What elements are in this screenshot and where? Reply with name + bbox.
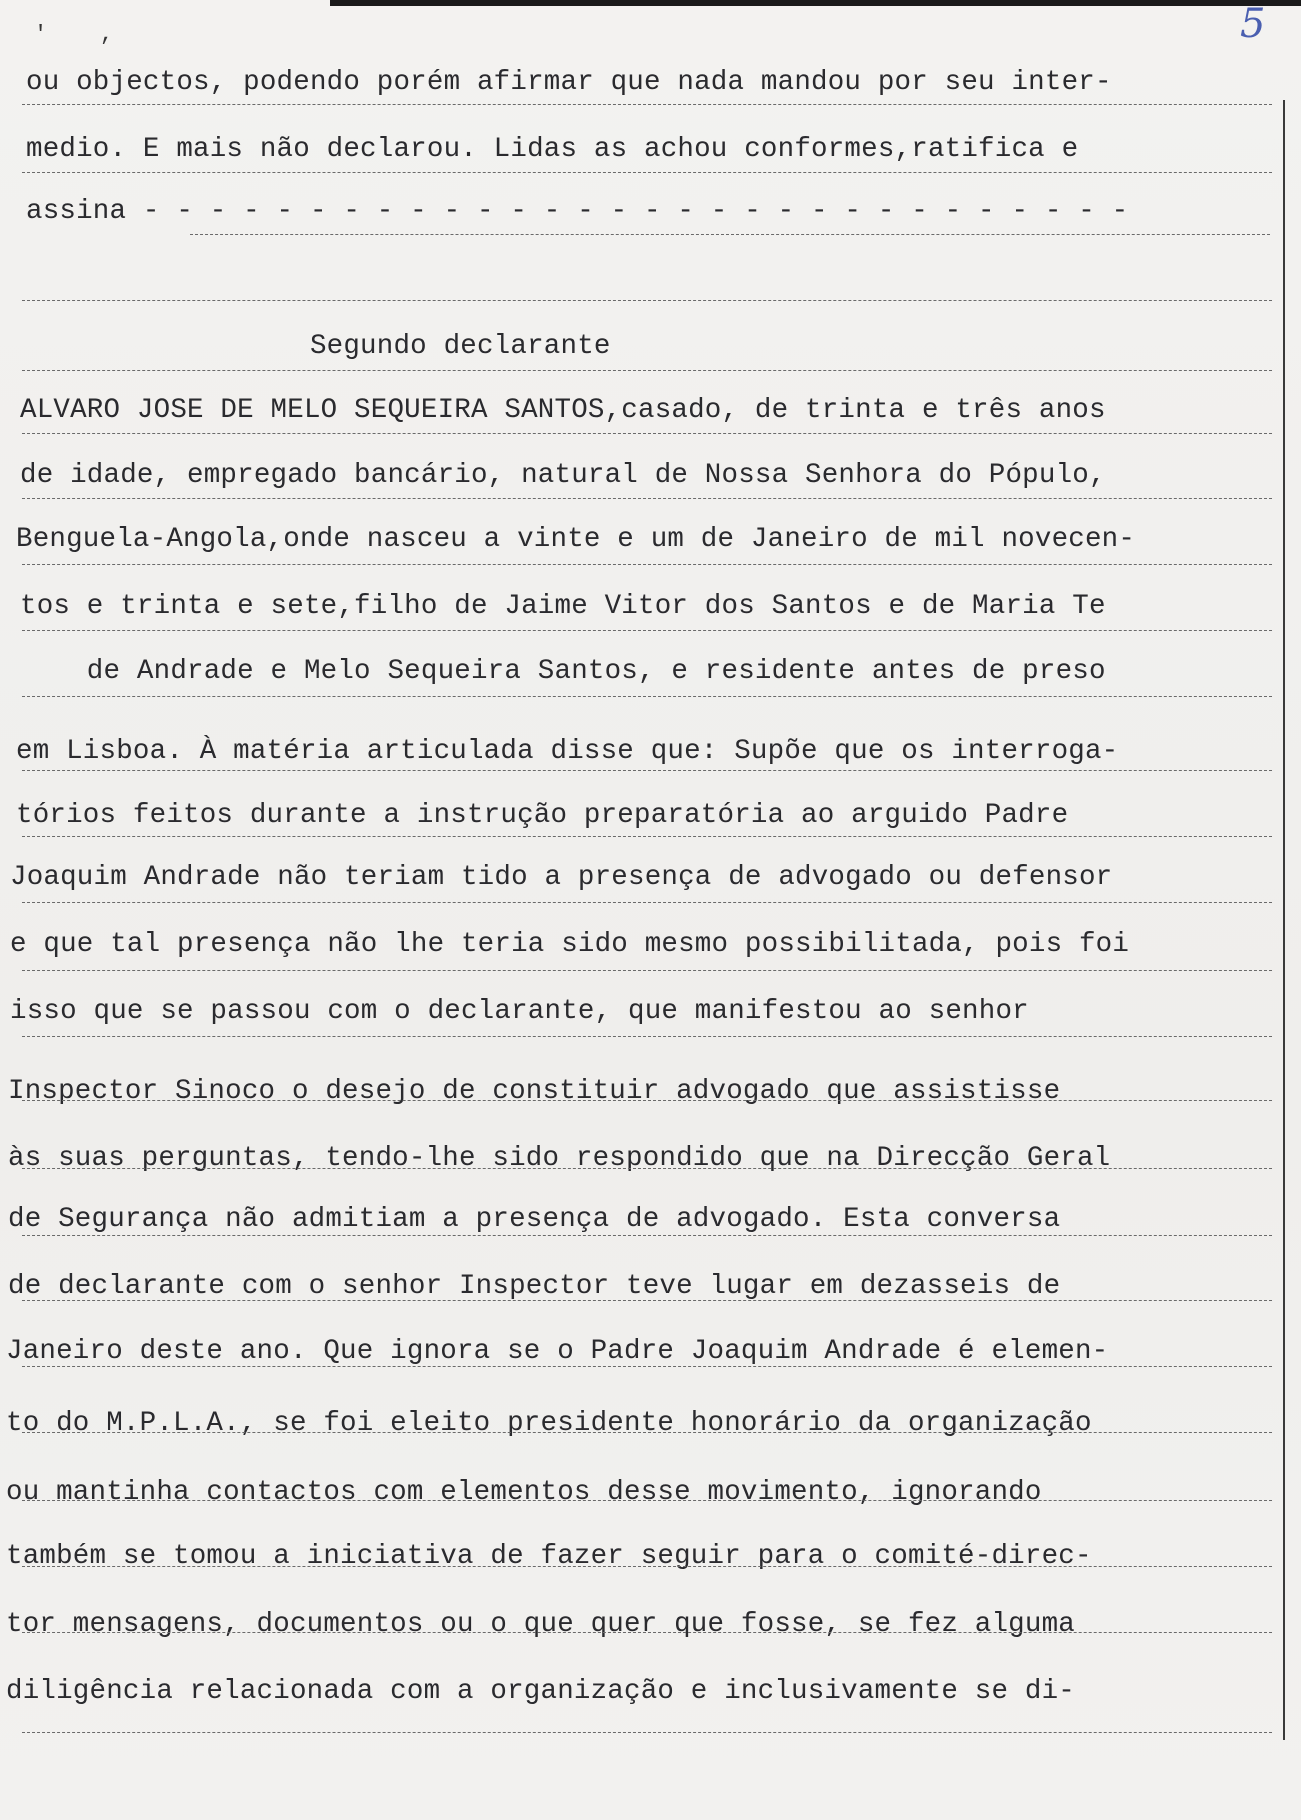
line-rule [22,498,1272,499]
text-line-23: também se tomou a iniciativa de fazer seguir para o comité-direc- [6,1541,1092,1572]
text-line-22: ou mantinha contactos com elementos desse movimento, ignorando [6,1477,1042,1508]
line-rule [22,1732,1272,1733]
line-rule [22,696,1272,697]
text-line-21: to do M.P.L.A., se foi eleito presidente honorário da organização [6,1408,1092,1439]
line-rule [22,836,1272,837]
line-rule [22,1036,1272,1037]
text-line-15: isso que se passou com o declarante, que manifestou ao senhor [10,996,1029,1027]
text-line-24: tor mensagens, documentos ou o que quer que fosse, se fez alguma [6,1609,1075,1640]
line-rule [22,1500,1272,1501]
stray-mark-1: ' [34,22,48,47]
line-rule [22,970,1272,971]
text-line-11: em Lisboa. À matéria articulada disse que: Supõe que os interroga- [16,736,1119,767]
text-line-14: e que tal presença não lhe teria sido mesmo possibilitada, pois foi [10,929,1130,960]
text-line-4 [26,262,1301,296]
line-rule [22,902,1272,903]
text-line-9: tos e trinta e sete,filho de Jaime Vitor dos Santos e de Maria Te [20,591,1106,622]
text-line-17: às suas perguntas, tendo-lhe sido respondido que na Direcção Geral [8,1143,1111,1174]
line-rule [22,1300,1272,1301]
text-line-6: ALVARO JOSE DE MELO SEQUEIRA SANTOS,casado, de trinta e três anos [20,395,1106,426]
line-rule [22,370,1272,371]
section-heading: Segundo declarante [26,331,611,362]
line-rule [22,1366,1272,1367]
line-rule [22,172,1272,173]
line-rule [22,1566,1272,1567]
line-rule [22,1432,1272,1433]
line-rule [22,300,1272,301]
line-rule [22,433,1272,434]
line-rule [22,1100,1272,1101]
line-rule [22,1168,1272,1169]
text-line-25: diligência relacionada com a organização e inclusivamente se di- [6,1676,1075,1707]
text-line-2: medio. E mais não declarou. Lidas as achou conformes,ratifica e [26,134,1079,165]
text-line-7: de idade, empregado bancário, natural de Nossa Senhora do Pópulo, [20,460,1106,491]
line-rule [190,234,1270,235]
text-line-12: tórios feitos durante a instrução preparatória ao arguido Padre [16,800,1069,831]
text-line-13: Joaquim Andrade não teriam tido a presença de advogado ou defensor [10,862,1113,893]
line-rule [22,1235,1272,1236]
line-rule [22,104,1272,105]
handwritten-page-number: 5 [1240,1,1266,47]
text-line-20: Janeiro deste ano. Que ignora se o Padre Joaquim Andrade é elemen- [6,1336,1109,1367]
line-rule [22,1632,1272,1633]
line-rule [22,564,1272,565]
line-rule [22,630,1272,631]
text-line-19: de declarante com o senhor Inspector teve lugar em dezasseis de [8,1271,1061,1302]
text-line-10: de Andrade e Melo Sequeira Santos, e residente antes de preso [20,656,1106,687]
line-rule [22,770,1272,771]
text-line-1: ou objectos, podendo porém afirmar que nada mandou por seu inter- [26,67,1112,98]
text-line-3: assina - - - - - - - - - - - - - - - - - - - - - - - - - - - - - - [26,196,1129,227]
text-line-18: de Segurança não admitiam a presença de advogado. Esta conversa [8,1204,1061,1235]
stray-mark-2: , [100,22,114,47]
text-line-8: Benguela-Angola,onde nasceu a vinte e um de Janeiro de mil novecen- [16,524,1136,555]
text-line-16: Inspector Sinoco o desejo de constituir advogado que assistisse [8,1076,1061,1107]
